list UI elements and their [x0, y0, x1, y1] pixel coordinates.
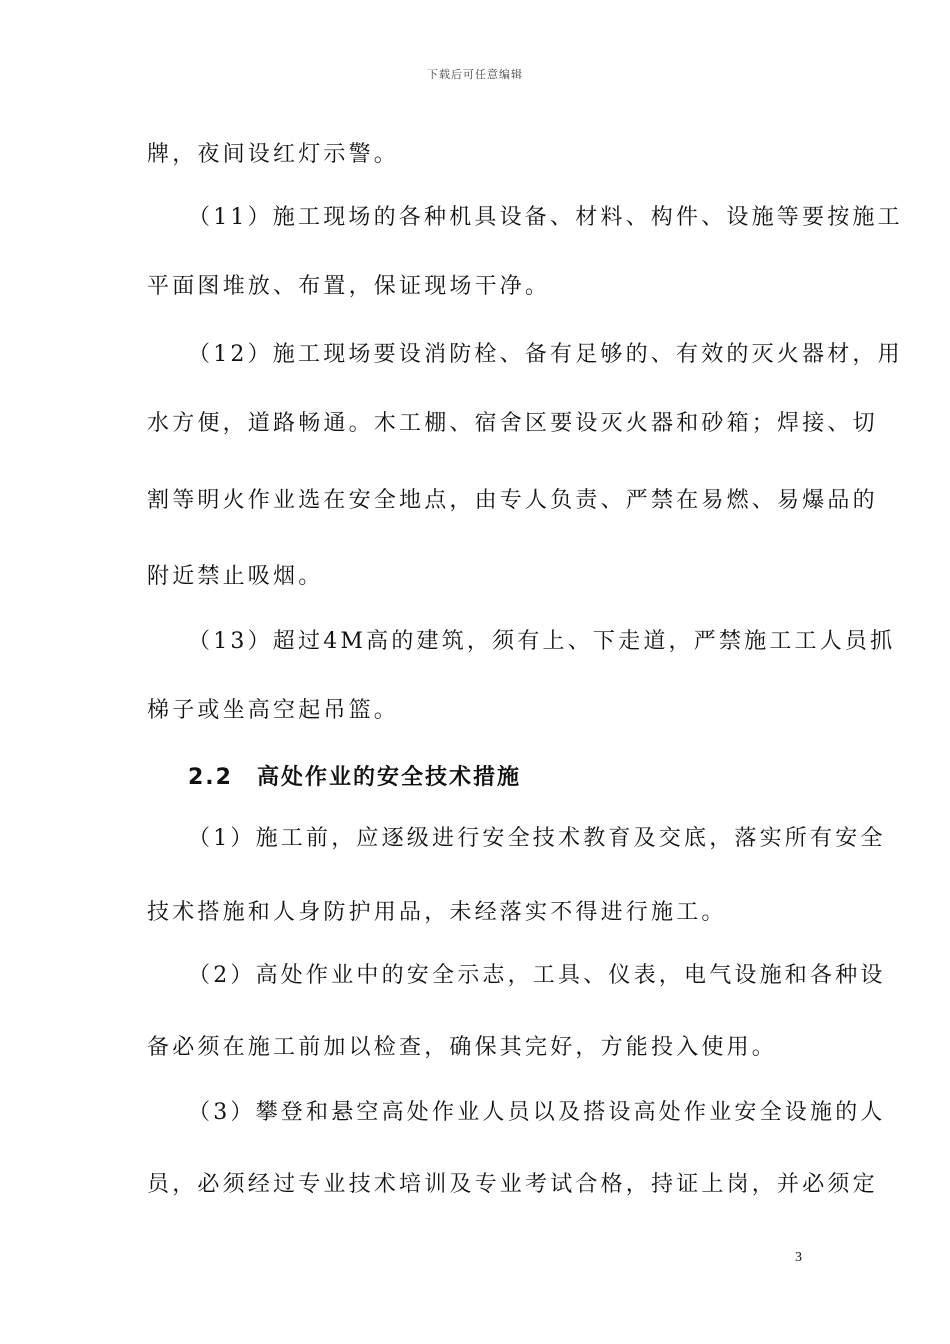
body-line: 割等明火作业选在安全地点，由专人负责、严禁在易燃、易爆品的 — [147, 488, 878, 513]
body-line: 水方便，道路畅通。木工棚、宿舍区要设灭火器和砂箱；焊接、切 — [147, 411, 878, 436]
body-line: （1）施工前，应逐级进行安全技术教育及交底，落实所有安全 — [188, 826, 886, 851]
body-line: 牌，夜间设红灯示警。 — [147, 142, 400, 167]
body-line: （2）高处作业中的安全示志，工具、仪表，电气设施和各种设 — [188, 963, 886, 988]
body-line: 员，必须经过专业技术培训及专业考试合格，持证上岗，并必须定 — [147, 1172, 878, 1197]
body-line: 附近禁止吸烟。 — [147, 564, 324, 589]
body-line: 梯子或坐高空起吊篮。 — [147, 698, 400, 723]
body-line: 备必须在施工前加以检查，确保其完好，方能投入使用。 — [147, 1035, 778, 1060]
section-number: 2.2 — [188, 765, 233, 790]
header-note: 下载后可任意编辑 — [427, 68, 523, 81]
section-title: 高处作业的安全技术措施 — [256, 765, 521, 790]
body-line: （11）施工现场的各种机具设备、材料、构件、设施等要按施工 — [188, 205, 903, 230]
body-line: （13）超过4M高的建筑，须有上、下走道，严禁施工工人员抓 — [188, 629, 896, 654]
page-number: 3 — [795, 1250, 802, 1265]
body-line: （12）施工现场要设消防栓、备有足够的、有效的灭火器材，用 — [188, 342, 903, 367]
body-line: 技术搭施和人身防护用品，未经落实不得进行施工。 — [147, 900, 727, 925]
section-heading — [188, 763, 521, 793]
body-line: 平面图堆放、布置，保证现场干净。 — [147, 274, 551, 299]
body-line: （3）攀登和悬空高处作业人员以及搭设高处作业安全设施的人 — [188, 1100, 886, 1125]
